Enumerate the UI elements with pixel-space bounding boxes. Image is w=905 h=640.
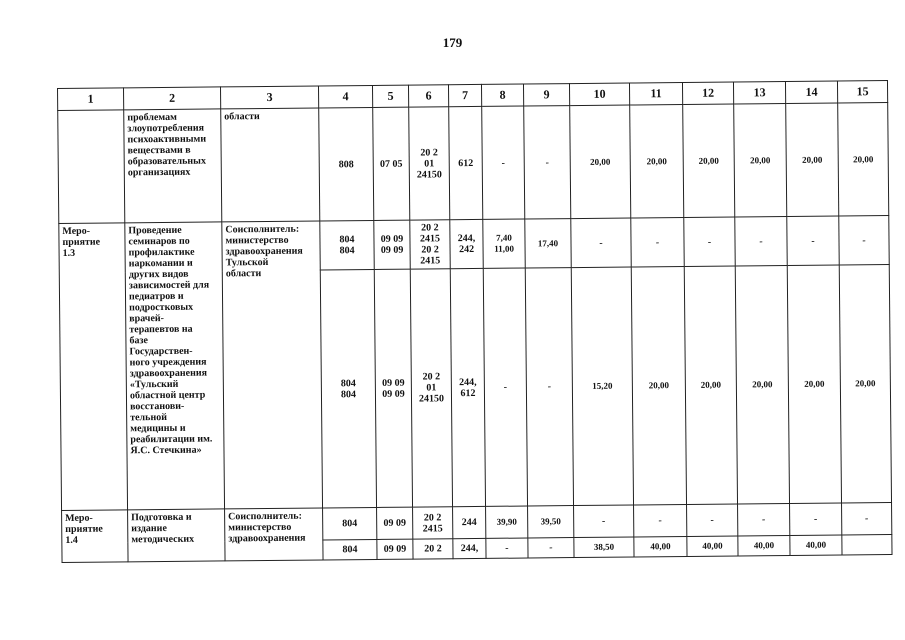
cell: - (486, 538, 528, 558)
cell: 612 (449, 106, 483, 219)
col-header: 4 (318, 85, 372, 108)
cell: 20,00 (570, 105, 631, 219)
description-cell: Подготовка и издание методических (128, 509, 225, 562)
cell: 20,00 (683, 104, 735, 217)
cell: - (634, 504, 687, 537)
cell: 20,00 (684, 266, 737, 504)
cell: - (787, 216, 839, 265)
cell: 07 05 (373, 107, 410, 220)
cell: 808 (319, 107, 374, 221)
cell: 15,20 (571, 267, 633, 506)
cell: 20 2 2415 20 2 2415 (410, 220, 450, 269)
cell: 40,00 (634, 536, 687, 557)
col-header: 7 (448, 84, 481, 106)
cell: 40,00 (687, 536, 738, 556)
cell: 20,00 (838, 103, 889, 216)
cell: - (684, 217, 735, 266)
col-header: 10 (569, 83, 629, 106)
description-cell: проблемам злоупотребления психоактивными веществами в образовательных организациях (124, 109, 222, 223)
cell: 40,00 (790, 535, 842, 555)
cell: - (528, 538, 574, 558)
cell: 39,50 (528, 506, 574, 538)
cell: - (842, 503, 892, 535)
col-header: 8 (481, 84, 523, 106)
cell: - (482, 106, 525, 219)
cell: - (574, 505, 634, 538)
description-cell: Проведение семинаров по профилактике наркомании и других видов зависимостей для педиатров и подростковых врачей- терапевтов на базе Государствен- ного учреждения здравоохранения «Тульский областной центр восстанови- тельной медицины и реабилитации им. Я.С. Стечкина» (125, 222, 225, 510)
cell: 20,00 (630, 104, 684, 218)
cell: - (687, 504, 738, 536)
col-header: 3 (220, 86, 318, 109)
cell: 20 2 2415 (413, 507, 453, 539)
col-header: 15 (837, 81, 887, 103)
cell: 20 2 01 24150 (409, 107, 450, 220)
col-header: 13 (733, 82, 785, 104)
cell: 20,00 (735, 265, 789, 503)
cell: 20,00 (839, 265, 891, 503)
document-page (57, 80, 893, 563)
executor-cell: Соисполнитель: министерство здравоохранения (225, 508, 323, 561)
cell: - (483, 268, 527, 506)
cell: 20,00 (787, 265, 841, 503)
measure-cell (58, 110, 125, 224)
cell: 20 2 (413, 539, 453, 559)
cell: 804 (323, 507, 377, 540)
col-header: 12 (682, 82, 733, 104)
cell: 7,40 11,00 (483, 219, 525, 268)
cell: - (790, 503, 842, 535)
cell: 804 (323, 539, 377, 560)
table-row (58, 103, 889, 224)
cell: - (839, 216, 889, 265)
cell: 20,00 (786, 103, 839, 216)
table-row (59, 216, 889, 273)
cell: - (738, 503, 790, 535)
cell: 39,90 (486, 506, 528, 538)
cell: 09 09 (377, 507, 413, 539)
cell: 09 09 (377, 539, 413, 559)
measure-cell: Меро- приятие 1.4 (62, 510, 128, 563)
col-header: 14 (785, 81, 837, 103)
cell: - (525, 268, 573, 506)
cell: - (571, 218, 631, 268)
cell: - (735, 217, 787, 266)
cell: 40,00 (738, 535, 790, 555)
col-header: 2 (124, 87, 221, 110)
cell: 244 (453, 506, 486, 538)
col-header: 1 (58, 88, 124, 111)
col-header: 11 (629, 82, 682, 105)
col-header: 6 (408, 85, 448, 107)
cell: 38,50 (574, 537, 634, 558)
cell: - (524, 106, 571, 219)
executor-cell: области (221, 108, 320, 222)
cell: 244, 612 (450, 268, 485, 506)
budget-table (57, 80, 893, 563)
cell (842, 535, 892, 555)
cell: 09 09 09 09 (374, 220, 410, 269)
cell: 804 804 (320, 269, 376, 508)
executor-cell: Соисполнитель: министерство здравоохранения Тульской области (222, 221, 323, 509)
cell: 20 2 01 24150 (410, 269, 452, 507)
cell: - (631, 217, 684, 267)
cell: 17,40 (525, 219, 571, 268)
col-header: 5 (372, 85, 408, 107)
page-number: 179 (442, 35, 463, 50)
col-header: 9 (523, 84, 569, 106)
cell: 244, (453, 538, 486, 558)
cell: 244, 242 (450, 219, 483, 268)
cell: 09 09 09 09 (374, 269, 412, 507)
cell: 804 804 (320, 220, 374, 270)
cell: 20,00 (631, 266, 686, 504)
measure-cell: Меро- приятие 1.3 (59, 223, 128, 511)
cell: 20,00 (734, 104, 787, 217)
